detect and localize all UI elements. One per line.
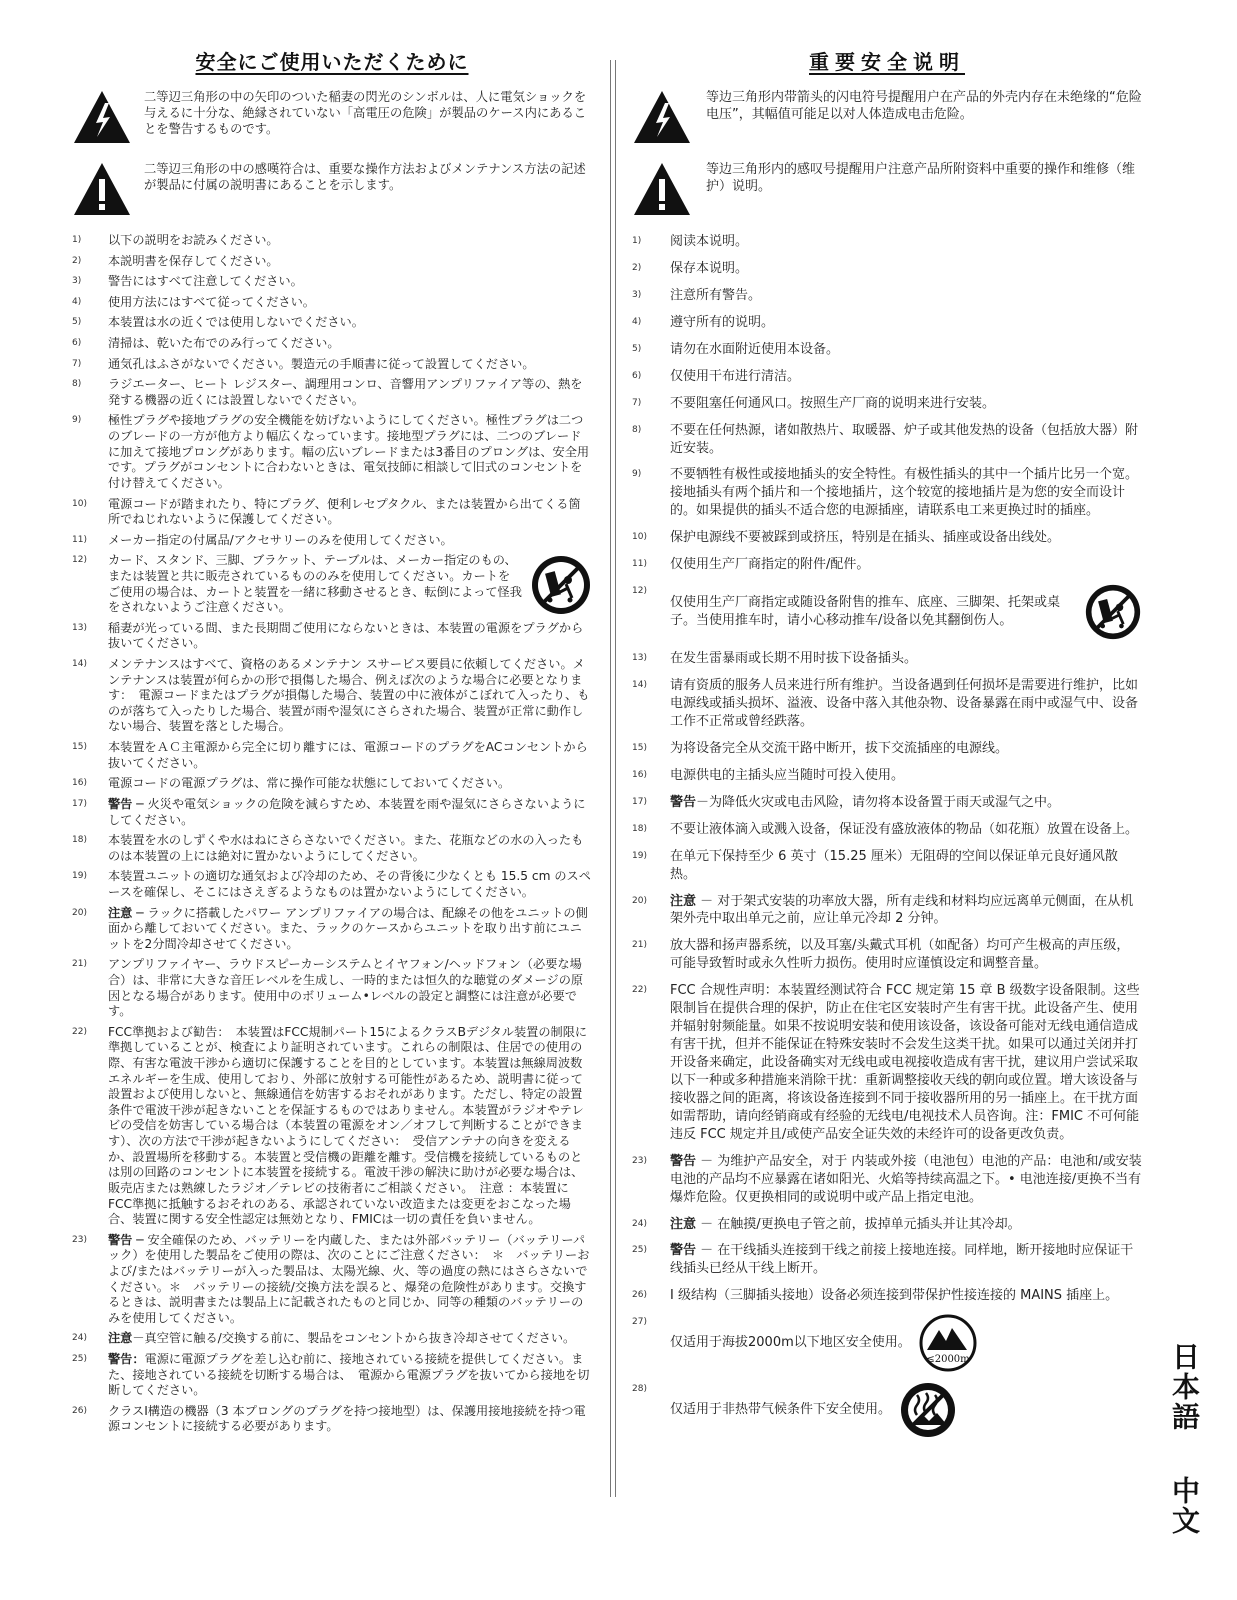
column-divider: [610, 60, 616, 1497]
lightning-warning-icon: [72, 89, 132, 145]
list-item: 17) 警告 ─ 火災や電気ショックの危険を減らすため、本装置を雨や湿気にさらさないようにしてください。: [72, 796, 586, 827]
list-item: 2) 保存本说明。: [632, 260, 749, 276]
ja-title: 安全にご使用いただくために: [195, 50, 469, 74]
ja-exclamation-text: 二等辺三角形の中の感嘆符合は、重要な操作方法およびメンテナンス方法の記述が製品に付属の説明書にあることを示します。: [144, 162, 586, 193]
list-item: 5) 本装置は水の近くでは使用しないでください。: [72, 315, 364, 330]
list-item: 4) 遵守所有的说明。: [632, 314, 775, 330]
list-item: 14) メンテナンスはすべて、資格のあるメンテナン スサービス要員に依頼してください。メンテナンスは装置が何らかの形で損傷した場合、例えば次のような場合に必要となります： 電源コードまたはプラグが損傷した場合、装置の中に液体がこぼれて入ったり、ものが落ちて入ったりした場合、装置が雨や湿気にさらされた場合、装置が正常に動作しない場合、装置を落とした場合。: [72, 657, 590, 734]
list-item: 14) 请有资质的服务人员来进行所有维护。当设备遇到任何损坏是需要进行维护，比如电源线或插头损坏、溢液、设备中落入其他杂物、设备暴露在雨中或湿气中、设备工作不正常或曾经跌落。: [632, 678, 1139, 729]
list-item: 9) 極性プラグや接地プラグの安全機能を妨げないようにしてください。極性プラグは二つのブレードの一方が他方より幅広くなっています。接地型プラグには、二つのブレードに加えて接地プロングがあります。幅の広いブレードまたは3番目のプロングは、安全用です。プラグがコンセントに合わないときは、電気技師に相談して旧式のコンセントを付け替えてください。: [72, 413, 590, 490]
list-item: 24) 注意 － 在触摸/更换电子管之前，拔掉单元插头并让其冷却。: [632, 1216, 1021, 1232]
ja-lightning-text: 二等辺三角形の中の矢印のついた稲妻の閃光のシンボルは、人に電気ショックを与えるに十分な、絶縁されていない「高電圧の危険」が製品のケース内にあることを警告するものです。: [144, 90, 587, 137]
list-item: 9) 不要牺牲有极性或接地插头的安全特性。有极性插头的其中一个插片比另一个宽。 接地插头有两个插片和一个接地插片，这个较宽的接地插片是为您的安全而设计的。如果提供的插头不适合您的电源插座，请联系电工来更换过时的插座。: [632, 467, 1145, 519]
list-item: 23) 警告 ─ 安全確保のため、バッテリーを内蔵した、または外部バッテリー（バッテリーパック）を使用した製品をご使用の際は、次のことにご注意ください： ＊ バッテリーおよび/またはバッテリーが入った製品は、太陽光線、火、等の過度の熱にはさらさないでください。＊ バッテリーの接続/交換方法を誤ると、爆発の危険性があります。交換するときは、説明書または製品上に記載されたものと同じか、同等の種類のバッテリーのみを使用してください。: [72, 1232, 590, 1325]
list-item: 1) 以下の説明をお読みください。: [72, 233, 279, 247]
list-item: 18) 本装置を水のしずくや水はねにさらさないでください。また、花瓶などの水の入ったものは本装置の上には絶対に置かないようにしてください。: [72, 833, 584, 863]
list-item: 7) 不要阻塞任何通风口。按照生产厂商的说明来进行安装。: [632, 395, 996, 411]
list-item: 21) 放大器和扬声器系统，以及耳塞/头戴式耳机（如配备）均可产生极高的声压级，可能导致暂时或永久性听力损伤。使用时应谨慎设定和调整音量。: [632, 938, 1130, 972]
list-item: 10) 電源コードが踏まれたり、特にプラグ、便利レセプタクル、または装置から出てくる箇所でねじれないように保護してください。: [72, 496, 581, 527]
list-item: 3) 注意所有警告。: [632, 287, 762, 303]
non-tropical-climate-icon: [899, 1381, 957, 1439]
list-item: 10) 保护电源线不要被踩到或挤压，特别是在插头、插座或设备出线处。: [632, 530, 1061, 546]
list-item: 15) 为将设备完全从交流干路中断开，拔下交流插座的电源线。: [632, 740, 1009, 756]
list-item: 21) アンプリファイヤー、ラウドスピーカーシステムとイヤフォン/ヘッドフォン（必要な場合）は、非常に大きな音圧レベルを生成し、一時的または恒久的な聴覚のダメージの原因となる場合があります。使用中のボリューム•レベルの設定と調整には注意が必要です。: [72, 957, 584, 1019]
list-item: 8) 不要在任何热源，诸如散热片、取暖器、炉子或其他发热的设备（包括放大器）附近安装。: [632, 422, 1139, 456]
list-item: 22) FCC準拠および勧告： 本装置はFCC規制パート15によるクラスBデジタル装置の制限に準拠していることが、検査により証明されています。これらの制限は、住居での使用の際、有害な電波干渉から適切に保護することを目的としています。本装置は無線周波数エネルギーを生成、使用しており、外部に放射する可能性があるため、説明書に従って設置および使用しないと、無線通信を妨害するおそれがあります。ただし、特定の設置条件で電波干渉が起きないことを保証するものではありません。本装置がラジオやテレビの受信を妨害している場合は（本装置の電源をオン／オフして判断することができます）、次の方法で干渉が起きないようにしてください： 受信アンテナの向きを変えるか、設置場所を移動する。本装置と受信機の距離を離す。受信機を接続しているものとは別の回路のコンセントに本装置を接続する。電波干渉の解決に助けが必要な場合は、販売店または熟練したラジオ／テレビの技術者にご相談ください。 注意 ：本装置にFCC準拠に抵触するおそれのある、承認されていない改造または変更をおこなった場合、装置に関する安全性認定は無効となり、FMICは一切の責任を負いません。: [72, 1024, 588, 1227]
list-item: 13) 稲妻が光っている間、また長期間ご使用にならないときは、本装置の電源をプラグから抜いてください。: [72, 620, 584, 651]
list-item: 6) 清掃は、乾いた布でのみ行ってください。: [72, 336, 340, 351]
list-item: 12) カード、スタンド、三脚、ブラケット、テーブルは、メーカー指定のもの、または装置と共に販売されているもののみを使用してください。カートをご使用の場合は、カートと装置を一緒に移動させるとき、転倒によって怪我をされないようご注意ください。: [72, 553, 592, 615]
list-item: 8) ラジエーター、ヒート レジスター、調理用コンロ、音響用アンプリファイア等の、熱を発する機器の近くには設置しないでください。: [72, 377, 583, 407]
list-item: 26) クラスⅠ構造の機器（3 本プロングのプラグを持つ接地型）は、保護用接地接続を持つ電源コンセントに接続する必要があります。: [72, 1403, 586, 1434]
list-item: 11) 仅使用生产厂商指定的附件/配件。: [632, 557, 870, 573]
zh-exclamation-text: 等边三角形内的感叹号提醒用户注意产品所附资料中重要的操作和维修（维护）说明。: [706, 162, 1136, 195]
cart-tip-over-icon: [1084, 583, 1142, 641]
japanese-column: [72, 46, 592, 1440]
list-item: 24) 注意－真空管に触る/交換する前に、製品をコンセントから抜き冷却させてください。: [72, 1331, 576, 1346]
chinese-column: [632, 46, 1145, 1448]
list-item: 7) 通気孔はふさがないでください。製造元の手順書に従って設置してください。: [72, 356, 535, 371]
list-item: 18) 不要让液体滴入或溅入设备，保证没有盛放液体的物品（如花瓶）放置在设备上。: [632, 821, 1139, 837]
list-item: 28) 仅适用于非热带气候条件下安全使用。: [632, 1381, 1142, 1439]
list-item: 11) メーカー指定の付属品/アクセサリーのみを使用してください。: [72, 532, 453, 547]
zh-lightning-text: 等边三角形内带箭头的闪电符号提醒用户在产品的外壳内存在未绝缘的“危险电压”，其幅值可能足以对人体造成电击危险。: [706, 90, 1142, 123]
exclamation-warning-icon: [72, 161, 132, 217]
list-item: 12) 仅使用生产厂商指定或随设备附售的推车、底座、三脚架、托架或桌子。当使用推车时，请小心移动推车/设备以免其翻倒伤人。: [632, 583, 1142, 641]
list-item: 19) 在单元下保持至少 6 英寸（15.25 厘米）无阻碍的空间以保证单元良好通风散热。: [632, 848, 1118, 882]
list-item: 15) 本装置をＡＣ主電源から完全に切り離すには、電源コードのプラグをACコンセントから抜いてください。: [72, 740, 588, 770]
list-item: 20) 注意 ─ ラックに搭載したパワー アンプリファイアの場合は、配線その他をユニットの側面から離しておいてください。また、ラックのケースからユニットを取り出す前にユニットを2分間冷却させてください。: [72, 905, 588, 951]
ja-instruction-list: [72, 233, 592, 1435]
list-item: 16) 电源供电的主插头应当随时可投入使用。: [632, 767, 905, 783]
list-item: 23) 警告 － 为维护产品安全，对于 内装或外接（电池包）电池的产品：电池和/或安装电池的产品均不应暴露在诸如阳光、火焰等持续高温之下。• 电池连接/更换不当有爆炸危险。仅更换相同的或说明中或产品上指定电池。: [632, 1153, 1142, 1205]
ja-lightning-symbol-block: [72, 89, 592, 145]
list-item: 26) I 级结构（三脚插头接地）设备必须连接到带保护性接连接的 MAINS 插座上。: [632, 1288, 1119, 1304]
zh-instruction-list: [632, 233, 1145, 1439]
list-item: 6) 仅使用干布进行清洁。: [632, 368, 801, 384]
language-label-chinese: 中文: [1168, 1476, 1201, 1536]
list-item: 5) 请勿在水面附近使用本设备。: [632, 341, 840, 357]
list-item: 25) 警告 － 在干线插头连接到干线之前接上接地连接。同样地，断开接地时应保证干线插头已经从干线上断开。: [632, 1243, 1134, 1277]
list-item: 25) 警告：電源に電源プラグを差し込む前に、接地されている接続を提供してください。また、接地されている接続を切断する場合は、 電源から電源プラグを抜いてから接地を切断してください。: [72, 1352, 590, 1398]
zh-title: 重要安全说明: [809, 50, 965, 74]
svg-text:≤2000m: ≤2000m: [926, 1354, 970, 1366]
list-item: 3) 警告にはすべて注意してください。: [72, 274, 303, 289]
list-item: 22) FCC 合规性声明：本装置经测试符合 FCC 规定第 15 章 B 级数字设备限制。这些限制旨在提供合理的保护，防止在住宅区安装时产生有害干扰。此设备产生、使用并辐射射频能量。如果不按说明安装和使用该设备，该设备可能对无线电通信造成有害干扰，但并不能保证在特殊安装时不会发生这类干扰。如果可以通过关闭并打开设备来确定，此设备确实对无线电或电视接收造成有害干扰，建议用户尝试采取以下一种或多种措施来消除干扰：重新调整接收天线的朝向或位置。增大该设备与接收器之间的距离，将该设备连接到不同于接收器所用的另一插座上。在干扰方面如需帮助，请向经销商或有经验的无线电/电视技术人员咨询。注：FMIC 不可何能违反 FCC 规定并且/或使产品安全证失效的未经许可的设备更改负责。: [632, 983, 1140, 1142]
list-item: 27) 仅适用于海拔2000m以下地区安全使用。 ≤2000m: [632, 1314, 1142, 1372]
ja-exclamation-symbol-block: [72, 161, 592, 217]
list-item: 1) 阅读本说明。: [632, 234, 749, 249]
list-item: 17) 警告－为降低火灾或电击风险，请勿将本设备置于雨天或湿气之中。: [632, 794, 1061, 810]
list-item: 20) 注意 － 对于架式安装的功率放大器，所有走线和材料均应远离单元侧面，在从机架外壳中取出单元之前，应让单元冷却 2 分钟。: [632, 893, 1134, 927]
altitude-limit-icon: [919, 1314, 977, 1372]
list-item: 4) 使用方法にはすべて従ってください。: [72, 294, 315, 309]
zh-lightning-symbol-block: [632, 89, 1142, 145]
list-item: 13) 在发生雷暴雨或长期不用时拔下设备插头。: [632, 651, 918, 667]
cart-tip-over-icon: [530, 554, 592, 616]
zh-exclamation-symbol-block: [632, 161, 1142, 217]
exclamation-warning-icon: [632, 161, 692, 217]
list-item: 19) 本装置ユニットの適切な通気および冷却のため、その背後に少なくとも 15.5 cm のスペースを確保し、そこにはさえぎるようなものは置かないようにしてください。: [72, 869, 591, 899]
list-item: 2) 本説明書を保存してください。: [72, 253, 279, 268]
lightning-warning-icon: [632, 89, 692, 145]
language-label-japanese: 日本語: [1168, 1342, 1201, 1432]
list-item: 16) 電源コードの電源プラグは、常に操作可能な状態にしておいてください。: [72, 776, 511, 791]
